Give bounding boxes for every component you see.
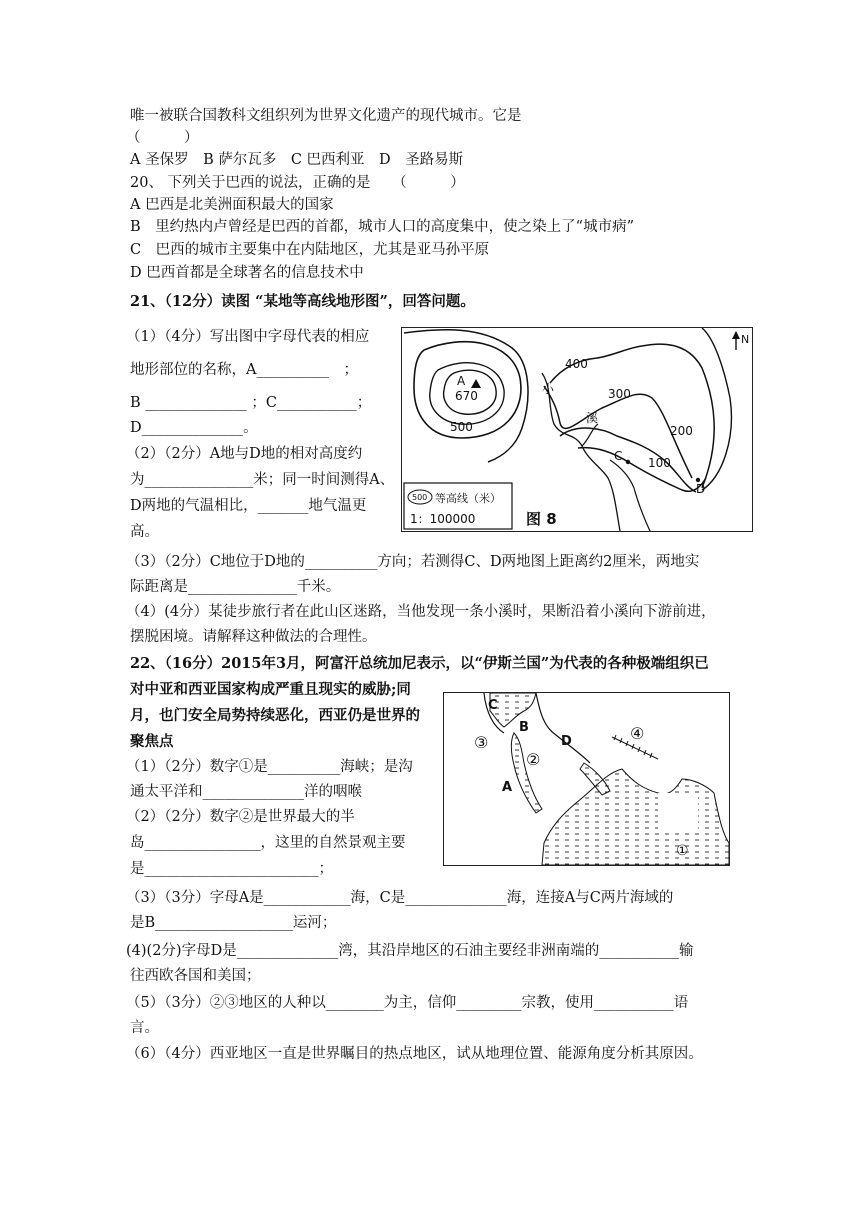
q21-part1-line2: 地形部位的名称，A__________ ； <box>130 362 358 378</box>
q21-part1-line1: （1）（4分）写出图中字母代表的相应 <box>126 329 370 345</box>
q19-options: A 圣保罗 B 萨尔瓦多 C 巴西利亚 D 圣路易斯 <box>130 152 464 168</box>
sea-area <box>511 733 542 813</box>
q22-part2-line3: 是________________________； <box>130 861 333 877</box>
contour-label-100: 100 <box>648 456 671 470</box>
q22-title-line2: 对中亚和西亚国家构成严重且现实的威胁;同 <box>130 681 411 698</box>
q22-part5-line1: （5）（3分）②③地区的人种以________为主，信仰_________宗教，使用___________语 <box>126 995 689 1011</box>
q22-part4-line1: (4)(2分)字母D是______________湾，其沿岸地区的石油主要经非洲南端的___________输 <box>126 943 694 959</box>
q21-part3-line2: 际距离是_______________千米。 <box>130 579 341 595</box>
contour-map <box>402 328 752 531</box>
contour-map-figure <box>401 327 753 532</box>
north-label: N <box>741 333 750 346</box>
west-asia-map-figure <box>443 692 730 866</box>
blank-mask <box>658 793 698 831</box>
contour-label-500: 500 <box>450 420 473 434</box>
q19-answer-paren: （ ） <box>126 130 199 146</box>
q20-stem: 20、 下列关于巴西的说法，正确的是 （ ） <box>130 175 465 191</box>
peak-triangle-icon <box>471 379 481 388</box>
q22-part2-line1: （2）（2分）数字②是世界最大的半 <box>126 809 355 825</box>
contour-line <box>702 328 731 490</box>
contour-label-400: 400 <box>565 357 588 371</box>
q22-part5-line2: 言。 <box>130 1020 159 1036</box>
map-number-3: ③ <box>474 733 489 752</box>
q22-title-line4: 聚焦点 <box>130 733 174 750</box>
q21-part3-line1: （3）（2分）C地位于D地的__________方向；若测得C、D两地图上距离约2厘米，两地实 <box>126 554 700 570</box>
q20-option-c: C 巴西的城市主要集中在内陆地区，尤其是亚马孙平原 <box>130 242 490 258</box>
point-d-label: D <box>696 482 706 496</box>
legend-symbol-value: 500 <box>412 493 428 502</box>
q22-part3-line1: （3）（3分）字母A是____________海，C是______________海，连接A与C两片海域的 <box>126 890 674 906</box>
contour-label-200: 200 <box>670 424 693 438</box>
map-label-b: B <box>519 720 529 735</box>
q21-part2-line3: D两地的气温相比，_______地气温更 <box>130 498 367 514</box>
q21-part4-line2: 摆脱困境。请解释这种做法的合理性。 <box>130 629 377 645</box>
sea-area <box>542 769 729 865</box>
map-label-d: D <box>561 734 572 749</box>
map-number-4: ④ <box>630 724 645 743</box>
q22-part4-line2: 往西欧各国和美国； <box>130 968 261 984</box>
q21-title: 21、（12分）读图 “某地等高线地形图”，回答问题。 <box>130 293 475 310</box>
map-label-c: C <box>488 698 498 713</box>
map-scale: 1：100000 <box>410 512 476 526</box>
q22-part1-line1: （1）（2分）数字①是__________海峡；是沟 <box>126 759 413 775</box>
q21-part2-line2: 为_______________米；同一时间测得A、 <box>130 472 395 488</box>
map-label-a: A <box>502 780 513 795</box>
figure-label: 图 8 <box>526 510 557 528</box>
q21-part2-line1: （2）（2分）A地与D地的相对高度约 <box>126 446 363 462</box>
point-d-dot <box>696 478 700 482</box>
q22-title-line1: 22、（16分）2015年3月，阿富汗总统加尼表示，以“伊斯兰国”为代表的各种极端组织已 <box>130 655 709 672</box>
q22-part2-line2: 岛________________，这里的自然景观主要 <box>130 835 406 851</box>
q22-title-line3: 月，也门安全局势持续恶化，西亚仍是世界的 <box>130 707 420 724</box>
map-number-1: ① <box>676 843 689 859</box>
stream-char-2: 溪 <box>586 411 599 425</box>
q19-stem-line: 唯一被联合国教科文组织列为世界文化遗产的现代城市。它是 <box>130 108 522 124</box>
stream-char-1: 小 <box>542 382 555 396</box>
q20-option-b: B 里约热内卢曾经是巴西的首都，城市人口的高度集中，使之染上了“城市病” <box>130 219 634 235</box>
point-c-dot <box>626 460 630 464</box>
q22-part3-line2: 是B___________________运河； <box>130 915 337 931</box>
point-c-label: C <box>614 449 623 463</box>
q21-part2-line4: 高。 <box>130 524 159 540</box>
contour-label-300: 300 <box>608 387 631 401</box>
q21-part1-line3: B ______________ ；C___________； <box>130 395 372 411</box>
map-number-2: ② <box>526 750 541 769</box>
q22-part1-line2: 通太平洋和______________洋的咽喉 <box>130 784 362 800</box>
q21-part1-line4: D______________。 <box>130 420 258 436</box>
q22-part6-line1: （6）（4分）西亚地区一直是世界瞩目的热点地区，试从地理位置、能源角度分析其原因。 <box>126 1046 703 1062</box>
legend-label: 等高线（米） <box>435 492 501 505</box>
q20-option-d: D 巴西首都是全球著名的信息技术中 <box>130 265 364 281</box>
peak-height: 670 <box>455 389 478 403</box>
coastline <box>536 693 590 763</box>
peak-letter: A <box>457 374 466 388</box>
west-asia-map <box>444 693 729 865</box>
q20-option-a: A 巴西是北美洲面积最大的国家 <box>130 197 334 213</box>
q21-part4-line1: （4）(4分）某徒步旅行者在此山区迷路，当他发现一条小溪时，果断沿着小溪向下游前进， <box>126 604 716 620</box>
